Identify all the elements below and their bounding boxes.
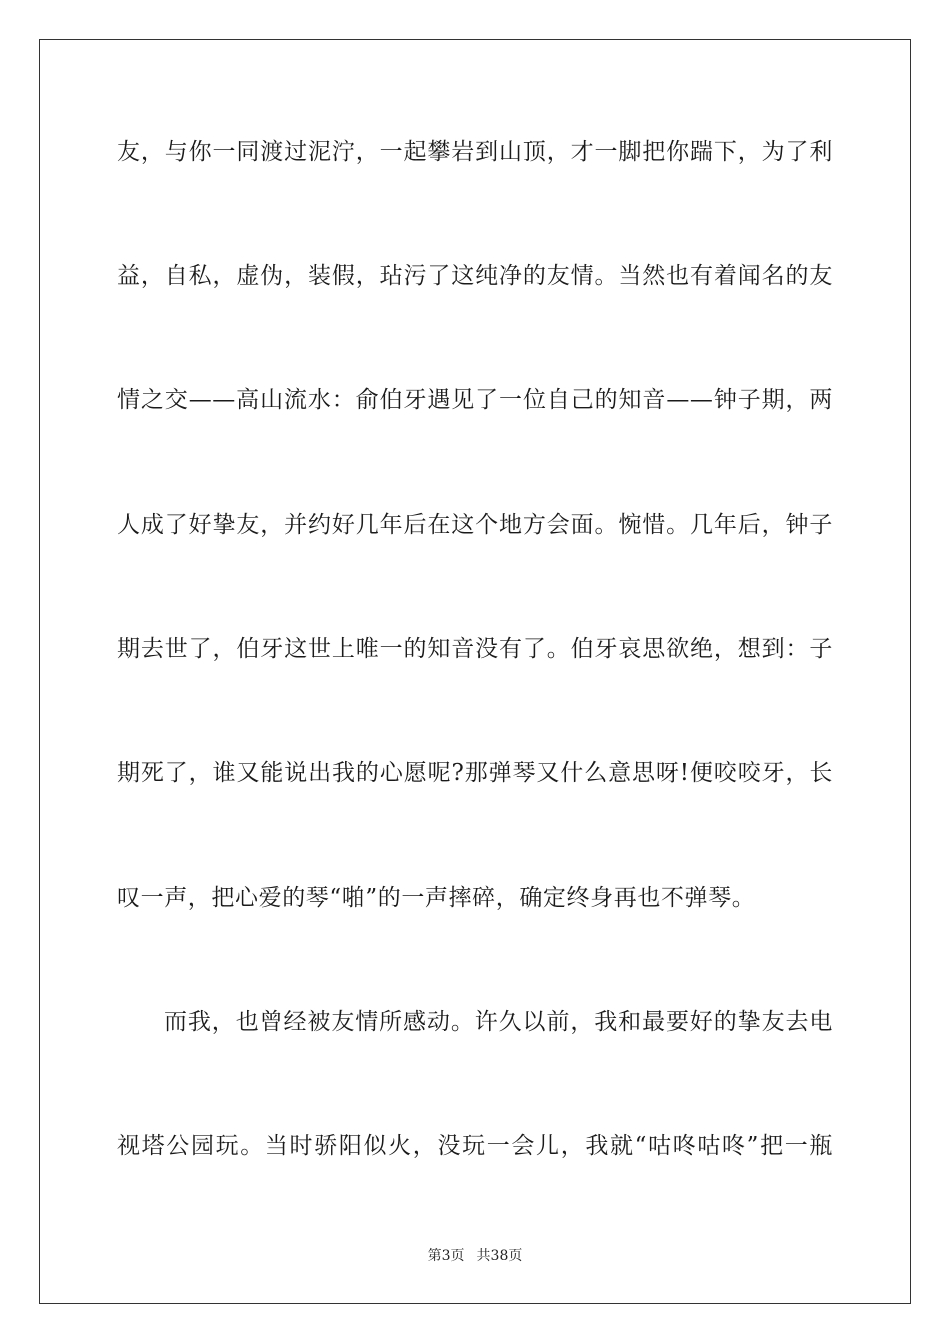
page-border [39, 39, 911, 1304]
page-total: 共38页 [476, 1248, 523, 1264]
text-line-8: 而我，也曾经被友情所感动。许久以前，我和最要好的挚友去电 [164, 1009, 833, 1035]
text-line-2: 益，自私，虚伪，装假，玷污了这纯净的友情。当然也有着闻名的友 [117, 263, 833, 289]
text-line-6: 期死了，谁又能说出我的心愿呢?那弹琴又什么意思呀!便咬咬牙，长 [117, 760, 833, 786]
text-line-3: 情之交——高山流水：俞伯牙遇见了一位自己的知音——钟子期，两 [117, 387, 833, 413]
page-footer [0, 1247, 950, 1265]
text-line-5: 期去世了，伯牙这世上唯一的知音没有了。伯牙哀思欲绝，想到：子 [117, 636, 833, 662]
page-number: 第3页 [427, 1248, 465, 1264]
text-line-1: 友，与你一同渡过泥泞，一起攀岩到山顶，才一脚把你踹下，为了利 [117, 139, 833, 165]
text-line-4: 人成了好挚友，并约好几年后在这个地方会面。惋惜。几年后，钟子 [117, 512, 833, 538]
text-line-9: 视塔公园玩。当时骄阳似火，没玩一会儿，我就“咕咚咕咚”把一瓶 [117, 1133, 833, 1159]
text-line-7: 叹一声，把心爱的琴“啪”的一声摔碎，确定终身再也不弹琴。 [117, 885, 756, 911]
